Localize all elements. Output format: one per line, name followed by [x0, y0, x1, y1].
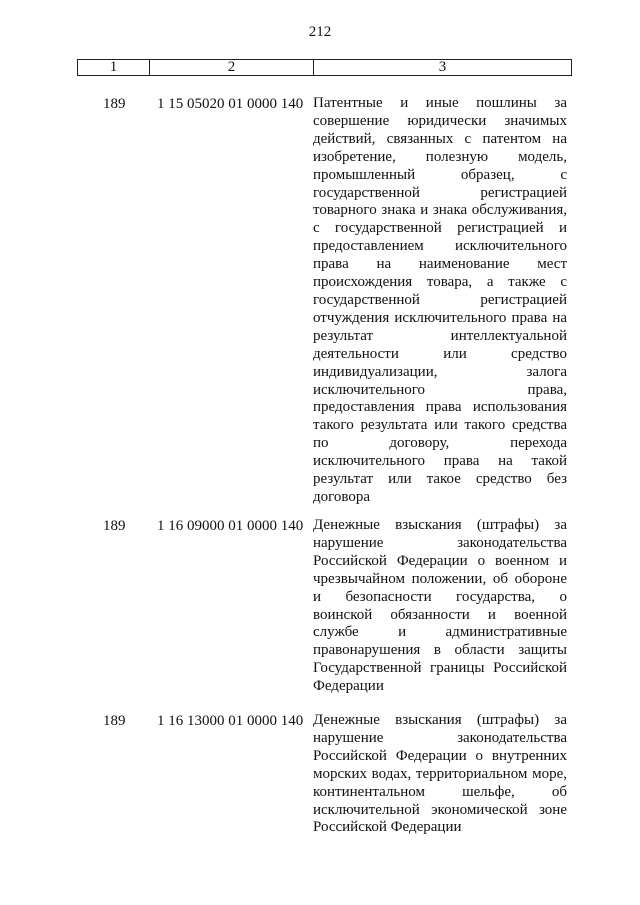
description-line: Российской Федерации о внутренних	[313, 747, 567, 764]
description-line: совершение юридически значимых	[313, 112, 567, 129]
description-line: государственной регистрацией	[313, 184, 567, 201]
row-code: 1 15 05020 01 0000 140	[157, 96, 304, 112]
description-line: Российской Федерации	[313, 819, 462, 836]
description-line: Денежные взыскания (штрафы) за	[313, 712, 567, 728]
header-col-3: 3	[438, 59, 447, 75]
description-line: чрезвычайном положении, об обороне	[313, 570, 567, 587]
description-line: предоставления права использования	[313, 399, 567, 416]
description-line: результат или такое средство без	[313, 471, 567, 488]
description-line: происхождения товара, а также с	[313, 274, 567, 291]
description-line: исключительного права на такой	[313, 453, 567, 470]
description-line: отчуждения исключительного права на	[313, 309, 567, 326]
description-line: нарушение законодательства	[313, 729, 567, 746]
description-line: и безопасности государства, о	[313, 588, 567, 605]
description-line: Патентные и иные пошлины за	[313, 95, 567, 111]
row-description	[313, 95, 567, 507]
description-line: воинской обязанности и военной	[313, 606, 567, 623]
description-line: с государственной регистрацией и	[313, 220, 567, 237]
description-line: индивидуализации, залога	[313, 363, 567, 380]
description-line: службе и административные	[313, 624, 567, 641]
description-line: государственной регистрацией	[313, 291, 567, 308]
description-line: правонарушения в области защиты	[313, 642, 567, 659]
description-line: промышленный образец, с	[313, 166, 567, 183]
description-line: изобретение, полезную модель,	[313, 148, 567, 165]
row-number: 189	[103, 96, 126, 112]
header-col-1: 1	[78, 60, 150, 75]
description-line: Федерации	[313, 678, 384, 695]
description-line: нарушение законодательства	[313, 534, 567, 551]
row-code: 1 16 09000 01 0000 140	[157, 518, 304, 534]
row-description	[313, 517, 567, 696]
description-line: предоставлением исключительного	[313, 238, 567, 255]
description-line: Государственной границы Российской	[313, 660, 567, 677]
row-number: 189	[103, 518, 126, 534]
description-line: действий, связанных с патентом на	[313, 130, 567, 147]
description-line: Денежные взыскания (штрафы) за	[313, 517, 567, 533]
page-number: 212	[308, 24, 332, 40]
description-line: Российской Федерации о военном и	[313, 552, 567, 569]
description-line: такого результата или такого средства	[313, 417, 567, 434]
description-line: морских водах, территориальном море,	[313, 765, 567, 782]
header-col-2: 2	[150, 60, 314, 75]
description-line: исключительной экономической зоне	[313, 801, 567, 818]
row-code: 1 16 13000 01 0000 140	[157, 713, 304, 729]
description-line: по договору, перехода	[313, 435, 567, 452]
description-line: исключительного права,	[313, 381, 567, 398]
row-number: 189	[103, 713, 126, 729]
table-header	[77, 59, 572, 76]
description-line: континентальном шельфе, об	[313, 783, 567, 800]
description-line: договора	[313, 488, 371, 505]
description-line: результат интеллектуальной	[313, 327, 567, 344]
row-description	[313, 712, 567, 837]
description-line: товарного знака и знака обслуживания,	[313, 202, 567, 219]
description-line: права на наименование мест	[313, 256, 567, 273]
description-line: деятельности или средство	[313, 345, 567, 362]
